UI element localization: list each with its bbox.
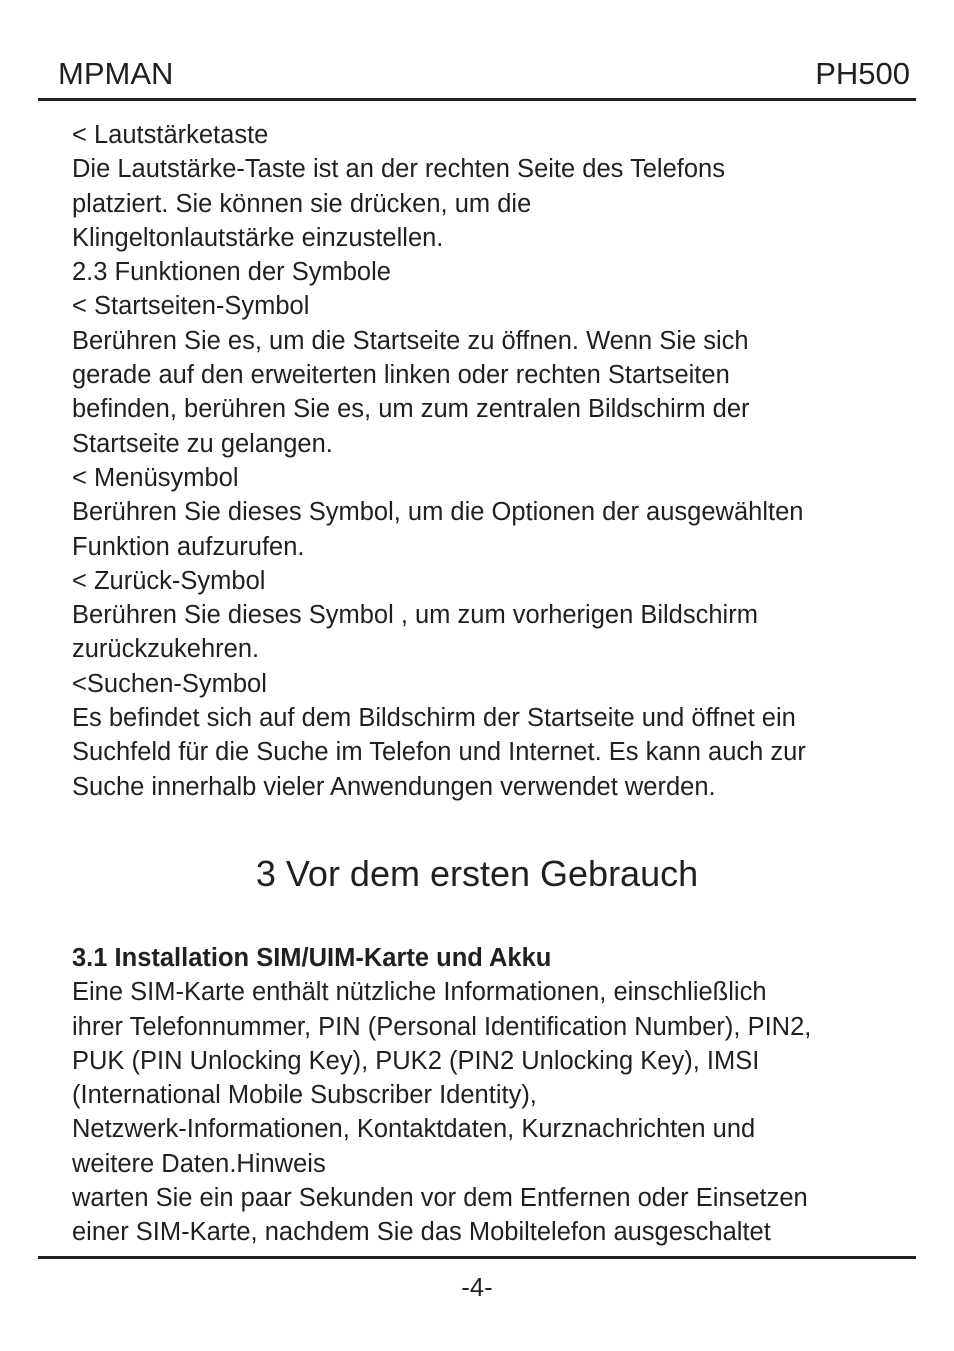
text-line: Klingeltonlautstärke einzustellen.: [72, 223, 444, 252]
text-line: Suchfeld für die Suche im Telefon und Internet. Es kann auch zur: [72, 738, 806, 767]
page-number: -4-: [461, 1274, 493, 1302]
text-line: zurückzukehren.: [72, 635, 260, 664]
text-line: < Menüsymbol: [72, 463, 239, 492]
header-divider: [38, 98, 916, 101]
footer-divider: [38, 1256, 916, 1259]
text-line: Es befindet sich auf dem Bildschirm der Startseite und öffnet ein: [72, 704, 796, 733]
brand-name: MPMAN: [58, 56, 174, 91]
text-line: Funktion aufzurufen.: [72, 532, 305, 561]
chapter-title: 3 Vor dem ersten Gebrauch: [255, 853, 699, 894]
section-3-1: [72, 941, 902, 1250]
text-line: PUK (PIN Unlocking Key), PUK2 (PIN2 Unlocking Key), IMSI: [72, 1046, 760, 1075]
text-line: < Startseiten-Symbol: [72, 292, 310, 321]
page-header: [58, 52, 910, 96]
text-line: Suche innerhalb vieler Anwendungen verwendet werden.: [72, 772, 716, 801]
model-name: PH500: [815, 56, 910, 91]
text-line: ihrer Telefonnummer, PIN (Personal Identification Number), PIN2,: [72, 1012, 812, 1041]
text-line: Eine SIM-Karte enthält nützliche Informationen, einschließlich: [72, 978, 767, 1007]
text-line: 2.3 Funktionen der Symbole: [72, 258, 391, 287]
body-text: [72, 118, 902, 804]
text-line: Netzwerk-Informationen, Kontaktdaten, Kurznachrichten und: [72, 1115, 756, 1144]
text-line: einer SIM-Karte, nachdem Sie das Mobiltelefon ausgeschaltet: [72, 1218, 771, 1247]
text-line: (International Mobile Subscriber Identity),: [72, 1081, 537, 1110]
text-line: < Lautstärketaste: [72, 121, 269, 149]
text-line: <Suchen-Symbol: [72, 669, 267, 698]
text-line: < Zurück-Symbol: [72, 566, 266, 595]
text-line: befinden, berühren Sie es, um zum zentralen Bildschirm der: [72, 395, 750, 424]
text-line: Die Lautstärke-Taste ist an der rechten Seite des Telefons: [72, 155, 725, 184]
text-line: Berühren Sie dieses Symbol , um zum vorherigen Bildschirm: [72, 601, 758, 630]
text-line: Berühren Sie dieses Symbol, um die Optionen der ausgewählten: [72, 498, 804, 527]
section-heading: 3.1 Installation SIM/UIM-Karte und Akku: [72, 944, 552, 972]
text-line: Berühren Sie es, um die Startseite zu öffnen. Wenn Sie sich: [72, 326, 749, 355]
text-line: weitere Daten.Hinweis: [72, 1149, 326, 1178]
text-line: Startseite zu gelangen.: [72, 429, 333, 458]
text-line: gerade auf den erweiterten linken oder rechten Startseiten: [72, 361, 730, 390]
text-line: warten Sie ein paar Sekunden vor dem Entfernen oder Einsetzen: [72, 1184, 808, 1213]
text-line: platziert. Sie können sie drücken, um die: [72, 189, 532, 218]
